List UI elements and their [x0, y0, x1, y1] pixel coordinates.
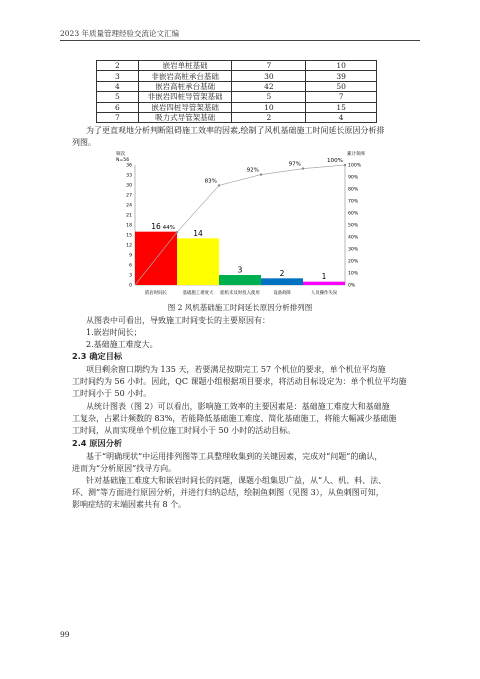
paragraph-line: 列图。	[72, 138, 96, 147]
right-tick-label: 30%	[348, 247, 359, 253]
table-row	[97, 81, 377, 91]
category-label: 设备故障	[273, 291, 291, 296]
cumulative-point	[302, 167, 304, 169]
cumulative-label: 97%	[288, 161, 301, 168]
paragraph-line: 工时间小于 50 小时。	[72, 389, 152, 398]
left-tick-label: 33	[126, 173, 132, 179]
paragraph-line: 项目剩余窗口期约为 135 天，若要满足按期完工 57 个机位的要求，单个机位平均施	[86, 365, 386, 374]
cumulative-label: 44%	[162, 225, 175, 232]
left-tick-label: 27	[126, 193, 132, 199]
right-tick-label: 90%	[348, 175, 359, 181]
left-tick-label: 24	[126, 203, 132, 209]
table-cell: 非嵌岩高桩承台基础	[138, 71, 232, 81]
table-cell: 7	[306, 92, 377, 102]
paragraph-line: 1.嵌岩时间长；	[86, 328, 142, 337]
table-row	[97, 61, 377, 71]
table-cell: 15	[306, 102, 377, 112]
table-cell: 4	[97, 81, 139, 91]
table-cell: 10	[232, 102, 306, 112]
figure-caption: 图 2 风机基础施工时间延长原因分析排列图	[167, 303, 313, 312]
right-tick-label: 50%	[348, 223, 359, 229]
cumulative-point	[344, 164, 346, 166]
cumulative-point	[218, 184, 220, 186]
table-cell: 6	[97, 102, 139, 112]
paragraph-line: 从统计图表（图 2）可以看出，影响施工效率的主要因素是：基础施工难度大和基础施	[86, 402, 390, 411]
paragraph-line: 基于“明确现状”中运用排列图等工具整理收集到的关键因素，完成对“问题”的确认，	[86, 452, 383, 461]
right-tick-label: 100%	[348, 163, 362, 169]
table-cell: 7	[97, 112, 139, 122]
foundation-table	[96, 60, 377, 123]
right-tick-label: 60%	[348, 211, 359, 217]
left-tick-label: 21	[126, 213, 132, 219]
table-cell: 吸力式导管架基础	[138, 112, 232, 122]
paragraph-line: 环、测”等方面进行原因分析，并进行归纳总结，绘制鱼刺图（见图 3），从鱼刺图可知，	[72, 488, 384, 497]
paragraph-line: 针对基础施工难度大和嵌岩时间长的问题，课题小组集思广益，从“人、机、料、法、	[86, 476, 387, 485]
table-row	[97, 71, 377, 81]
left-tick-label: 0	[129, 283, 132, 289]
category-label: 人员操作失误	[310, 291, 338, 296]
cumulative-point	[176, 231, 178, 233]
table-cell: 嵌岩高桩承台基础	[138, 81, 232, 91]
table-cell: 4	[306, 112, 377, 122]
table-row	[97, 102, 377, 112]
table-cell: 非嵌岩四桩导管架基础	[138, 92, 232, 102]
paragraph-line: 工复杂，占累计频数的 83%，若能降低基础施工难度、简化基础施工，将能大幅减少基础施	[72, 414, 397, 423]
table-body	[97, 61, 377, 123]
cumulative-label: 100%	[327, 158, 343, 164]
cumulative-label: 92%	[246, 167, 259, 174]
bar	[177, 238, 219, 285]
left-tick-label: 36	[126, 163, 132, 169]
left-tick-label: 18	[126, 223, 132, 229]
bar	[261, 278, 303, 285]
right-tick-label: 80%	[348, 187, 359, 193]
paragraph-line: 工时间，从而实现单个机位施工时间小于 50 小时的活动目标。	[72, 426, 296, 435]
right-tick-label: 70%	[348, 199, 359, 205]
table-cell: 10	[306, 61, 377, 71]
left-axis-label: 频次	[116, 152, 126, 157]
table-cell: 39	[306, 71, 377, 81]
table-cell: 2	[97, 61, 139, 71]
paragraph-line: 为了更直观地分析判断阻碍施工效率的因素,绘制了风机基础施工时间延长原因分析排	[86, 126, 385, 135]
category-label: 船机未及时投入使用	[220, 291, 260, 296]
paragraph-line: 进而为“分析原因”找寻方向。	[72, 464, 177, 473]
category-label: 基础施工难度大	[182, 291, 214, 296]
paragraph-line: 2.基础施工难度大。	[86, 340, 158, 349]
pareto-chart	[114, 149, 367, 299]
bar	[219, 275, 261, 285]
left-tick-label: 3	[129, 273, 132, 279]
left-tick-label: 12	[126, 243, 132, 249]
category-label: 嵌岩时间长	[145, 291, 167, 296]
table-cell: 嵌岩单桩基础	[138, 61, 232, 71]
right-axis-label: 累计频率	[347, 152, 366, 157]
bar-value-label: 1	[321, 272, 327, 282]
bar-value-label: 3	[237, 265, 243, 275]
table-cell: 2	[232, 112, 306, 122]
table-cell: 30	[232, 71, 306, 81]
bar	[303, 282, 345, 285]
right-tick-label: 40%	[348, 235, 359, 241]
bar-value-label: 2	[279, 268, 285, 278]
paragraph-line: 影响症结的末端因素共有 8 个。	[72, 500, 187, 509]
right-tick-label: 10%	[348, 271, 359, 277]
table-cell: 嵌岩四桩导管架基础	[138, 102, 232, 112]
left-tick-label: 6	[129, 263, 132, 269]
table-cell: 5	[232, 92, 306, 102]
section-heading: 2.4 原因分析	[72, 438, 123, 448]
cumulative-point	[260, 173, 262, 175]
n-label: N=56	[116, 158, 130, 163]
table-cell: 5	[97, 92, 139, 102]
table-cell: 50	[306, 81, 377, 91]
paragraph-line: 从图表中可看出，导致施工时间变长的主要原因有：	[86, 316, 270, 325]
section-heading: 2.3 确定目标	[72, 351, 123, 361]
header-rule	[60, 40, 420, 41]
left-tick-label: 15	[126, 233, 132, 239]
table-cell: 42	[232, 81, 306, 91]
left-tick-label: 30	[126, 183, 132, 189]
table-cell: 3	[97, 71, 139, 81]
bar-value-label: 14	[193, 228, 203, 238]
right-tick-label: 0%	[348, 283, 356, 289]
cumulative-label: 83%	[204, 178, 217, 185]
table-cell: 7	[232, 61, 306, 71]
table-row	[97, 92, 377, 102]
right-tick-label: 20%	[348, 259, 359, 265]
page-number: 99	[60, 630, 70, 639]
paragraph-line: 工时间约为 56 小时。因此，QC 课题小组根据项目要求，将活动目标设定为：单个机位平均施	[72, 377, 407, 386]
left-tick-label: 9	[129, 253, 132, 259]
table-row	[97, 112, 377, 122]
running-header: 2023 年质量管理经验交流论文汇编	[60, 29, 179, 38]
bar-value-label: 16	[151, 222, 161, 232]
